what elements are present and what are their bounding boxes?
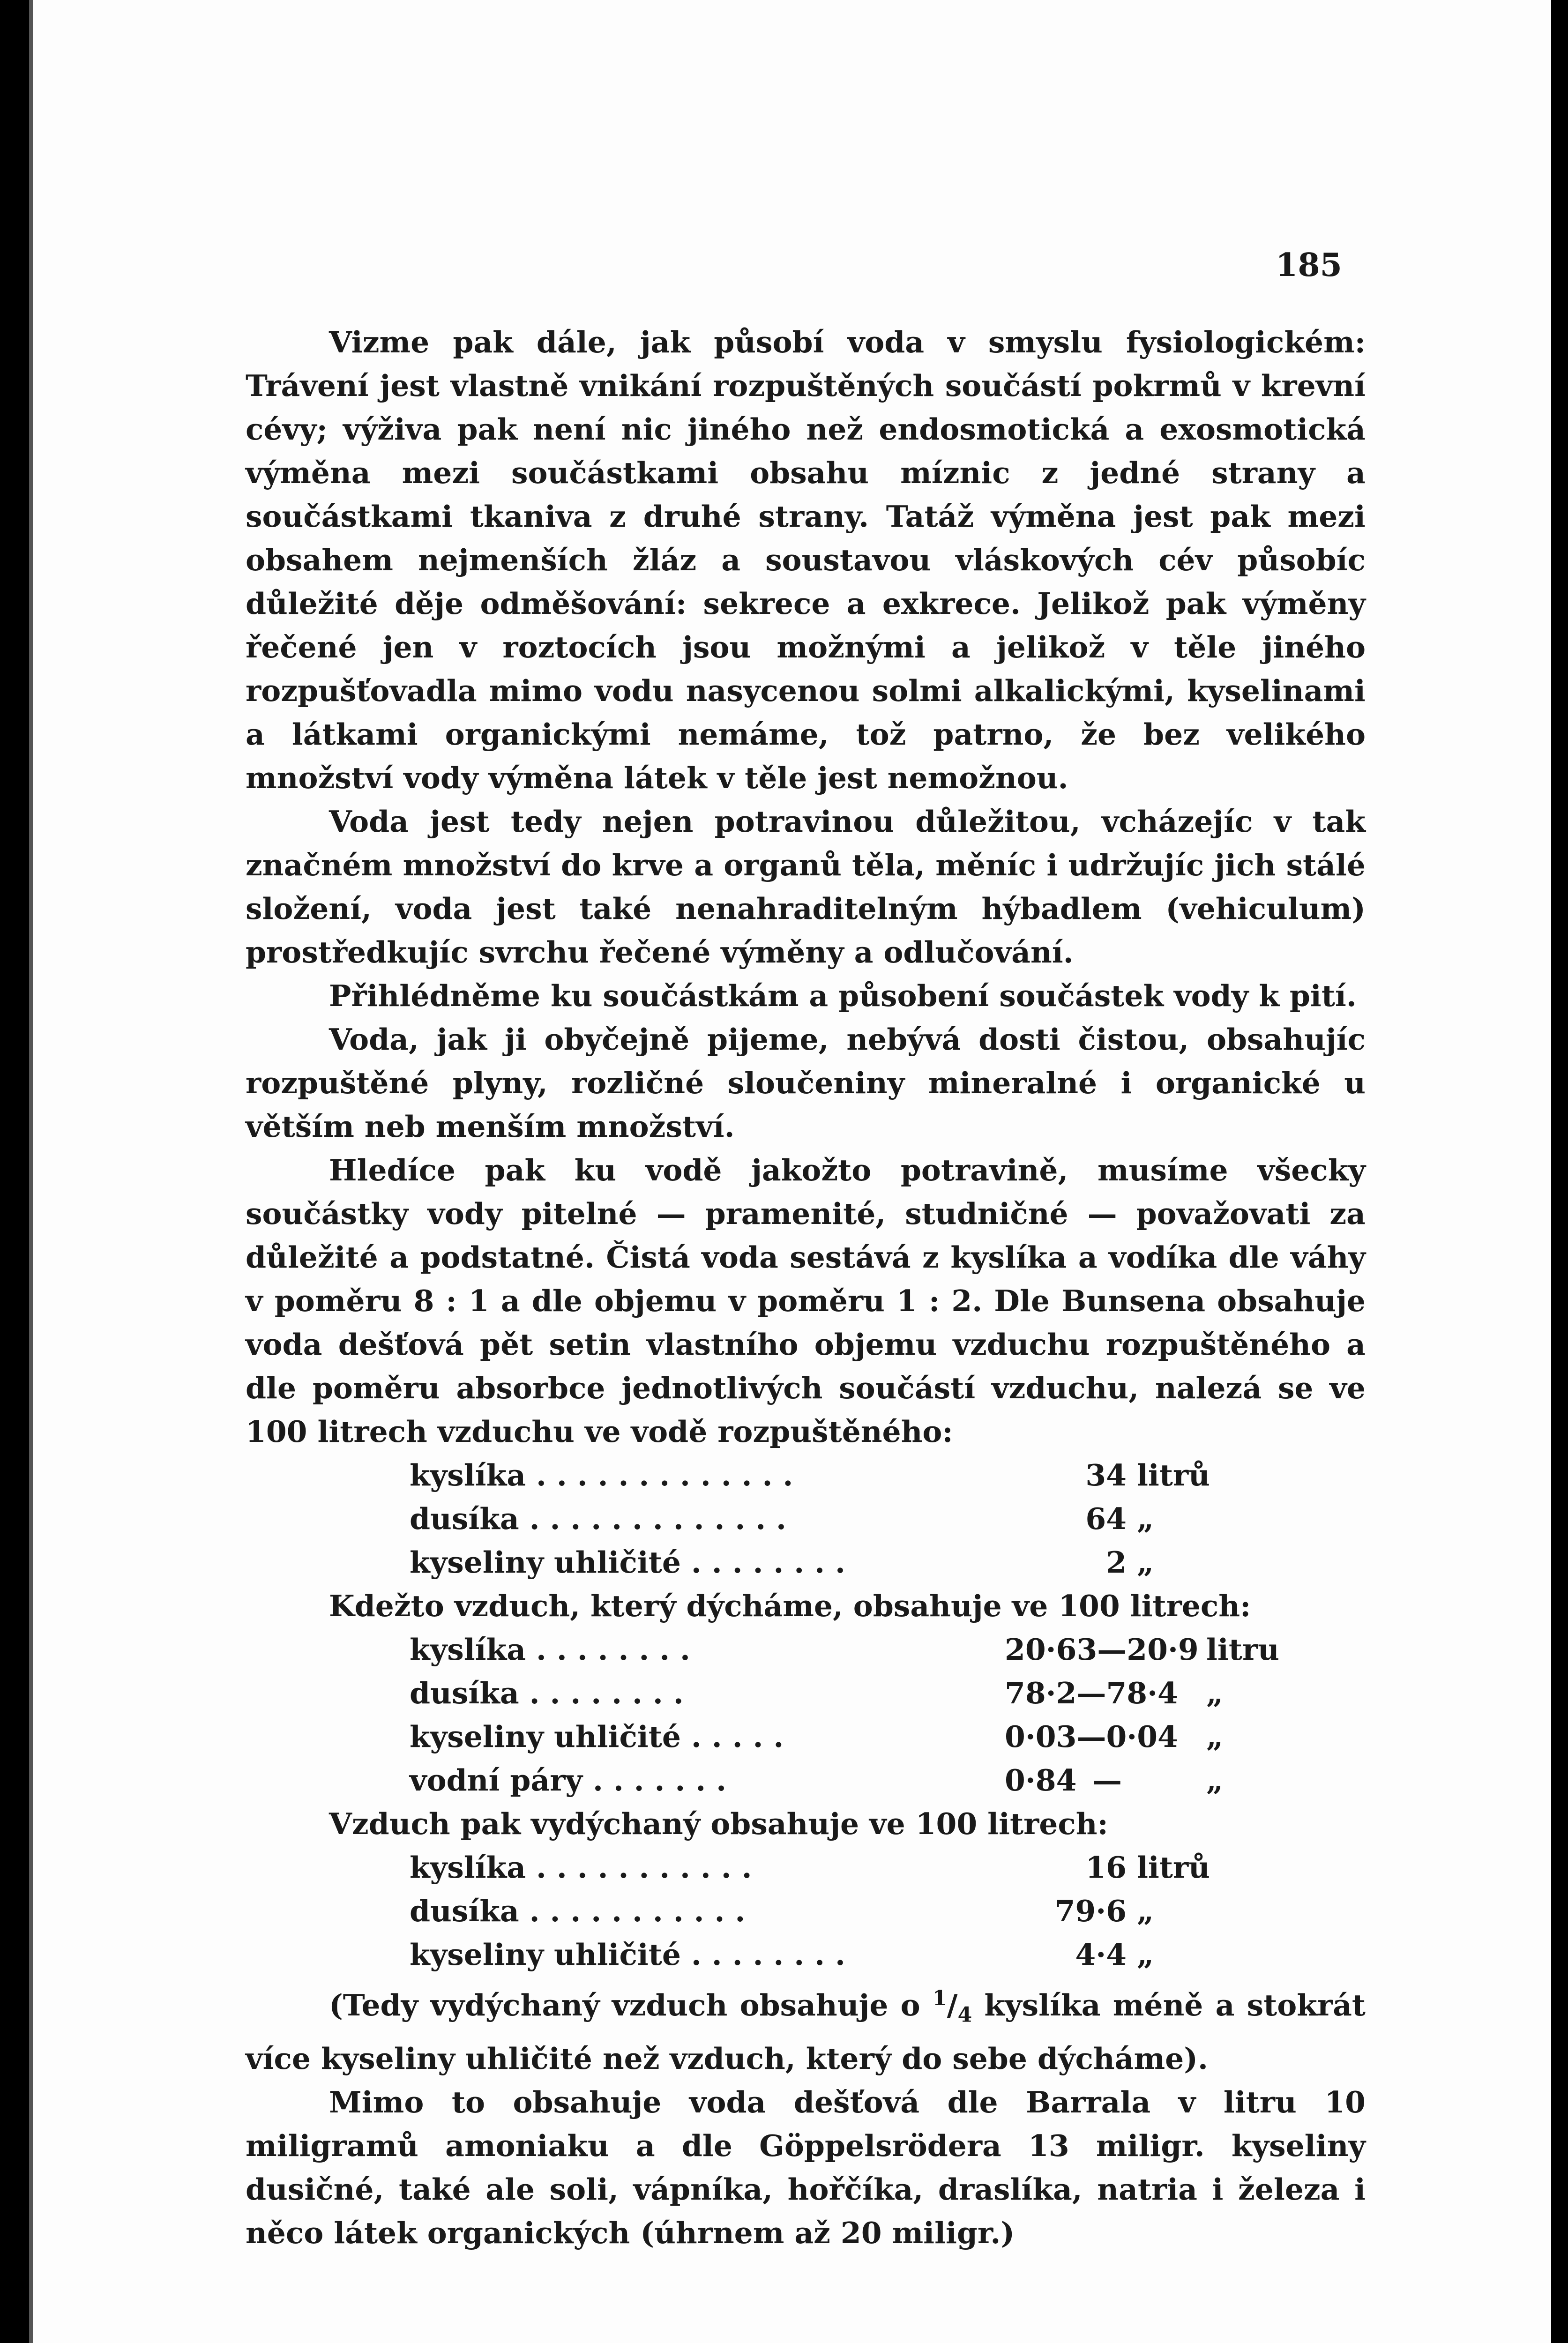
row-label: dusíka . . . . . . . . . . . . . — [410, 1501, 786, 1536]
note-text: kyslíka méně a stokrát více kyseliny uhličité než vzduch, který do sebe dýcháme). — [246, 1988, 1366, 2076]
row-label: vodní páry . . . . . . . — [410, 1763, 727, 1798]
row-unit: „ — [1206, 1676, 1224, 1710]
row-value: 4·4 — [1075, 1937, 1127, 1972]
table-row — [246, 1671, 1366, 1715]
row-label: dusíka . . . . . . . . . . . — [410, 1894, 746, 1928]
text-column — [246, 244, 1366, 2255]
note-text: (Tedy vydýchaný vzduch obsahuje o — [329, 1988, 933, 2022]
table-row — [246, 1889, 1366, 1933]
range-from: 78·2 — [1005, 1676, 1077, 1710]
range-from: 0·03 — [1005, 1719, 1077, 1754]
range-dash: — — [1076, 1676, 1106, 1710]
row-value: 79·6 — [1054, 1894, 1127, 1928]
exhaled-air-table — [246, 1846, 1366, 1977]
table-intro: Kdežto vzduch, který dýcháme, obsahuje ve 100 litrech: — [329, 1589, 1251, 1623]
row-value: 34 — [1085, 1458, 1127, 1492]
row-unit: „ — [1137, 1501, 1154, 1536]
page-number: 185 — [1276, 246, 1342, 284]
row-unit: „ — [1206, 1763, 1224, 1798]
row-value: 16 — [1085, 1850, 1127, 1885]
row-value: 64 — [1085, 1501, 1127, 1536]
row-label: kyslíka . . . . . . . . . . . — [410, 1850, 752, 1885]
fraction-denominator: 4 — [957, 2003, 972, 2027]
row-unit: litru — [1206, 1632, 1279, 1667]
row-label: kyslíka . . . . . . . . — [410, 1632, 690, 1667]
row-unit: „ — [1137, 1545, 1154, 1580]
range-dash: — — [1092, 1763, 1122, 1798]
paragraph: Vizme pak dále, jak působí voda v smyslu fysiologickém: Trávení jest vlastně vnikání rozpuštěných součástí pokrmů v krevní cévy; výživa pak není nic jiného než endosmotická a exosmotická výměna mezi součástkami obsahu míznic z jedné strany a součástkami tkaniva z druhé strany. Tatáž výměna jest pak mezi obsahem nejmenších žláz a soustavou vláskových cév působíc důležité děje odměšování: sekrece a exkrece. Jelikož pak výměny řečené jen v roztocích jsou možnými a jelikož v těle jiného rozpušťovadla mimo vodu nasycenou solmi alkalickými, kyselinami a látkami organickými nemáme, tož patrno, že bez velikého množství vody výměna látek v těle jest nemožnou. — [246, 325, 1366, 795]
paragraph: Mimo to obsahuje voda dešťová dle Barrala v litru 10 miligramů amoniaku a dle Göppelsrödera 13 miligr. kyseliny dusičné, také ale soli, vápníka, hořčíka, draslíka, natria i železa i něco látek organických (úhrnem až 20 miligr.) — [246, 2084, 1366, 2250]
paragraph: Hledíce pak ku vodě jakožto potravině, musíme všecky součástky vody pitelné — pramenité, studničné — považovati za důležité a podstatné. Čistá voda sestává z kyslíka a vodíka dle váhy v poměru 8 : 1 a dle objemu v poměru 1 : 2. Dle Bunsena obsahuje voda dešťová pět setin vlastního objemu vzduchu rozpuštěného a dle poměru absorbce jednotlivých součástí vzduchu, nalezá se ve 100 litrech vzduchu ve vodě rozpuštěného: — [246, 1153, 1366, 1449]
row-label: dusíka . . . . . . . . — [410, 1676, 684, 1710]
row-label: kyslíka . . . . . . . . . . . . . — [410, 1458, 793, 1492]
row-label: kyseliny uhličité . . . . . . . . — [410, 1545, 845, 1580]
range-from: 0·84 — [1005, 1763, 1077, 1798]
book-page — [29, 0, 1551, 2343]
note-paragraph — [246, 1977, 1366, 2081]
table-intro: Vzduch pak vydýchaný obsahuje ve 100 litrech: — [329, 1806, 1108, 1841]
row-unit: litrů — [1137, 1458, 1210, 1492]
paragraph: Voda jest tedy nejen potravinou důležitou, vcházejíc v tak značném množství do krve a organů těla, měníc i udržujíc jich stálé složení, voda jest také nenahraditelným hýbadlem (vehiculum) prostředkujíc svrchu řečené výměny a odlučování. — [246, 804, 1366, 970]
table-row — [246, 1759, 1366, 1802]
row-unit: „ — [1137, 1894, 1154, 1928]
table-row — [246, 1715, 1366, 1759]
table-row — [246, 1628, 1366, 1671]
rainwater-gas-table — [246, 1454, 1366, 1584]
range-from: 20·63 — [1005, 1632, 1098, 1667]
fraction-numerator: 1 — [932, 1986, 947, 2010]
range-dash: — — [1076, 1719, 1106, 1754]
row-unit: „ — [1206, 1719, 1224, 1754]
row-label: kyseliny uhličité . . . . . — [410, 1719, 784, 1754]
row-unit: litrů — [1137, 1850, 1210, 1885]
paragraph: Voda, jak ji obyčejně pijeme, nebývá dosti čistou, obsahujíc rozpuštěné plyny, rozličné sloučeniny mineralné i organické u větším neb menším množství. — [246, 1022, 1366, 1144]
row-label: kyseliny uhličité . . . . . . . . — [410, 1937, 845, 1972]
row-unit: „ — [1137, 1937, 1154, 1972]
row-value: 2 — [1106, 1545, 1127, 1580]
table-row — [246, 1933, 1366, 1977]
paragraph: Přihlédněme ku součástkám a působení součástek vody k pití. — [329, 978, 1357, 1013]
table-row — [246, 1541, 1366, 1584]
fraction-slash: / — [947, 1988, 958, 2022]
air-composition-table — [246, 1628, 1366, 1802]
range-to: 20·9 — [1127, 1632, 1199, 1667]
table-row — [246, 1846, 1366, 1889]
table-row — [246, 1454, 1366, 1497]
range-to: 78·4 — [1106, 1676, 1178, 1710]
table-row — [246, 1497, 1366, 1541]
range-to: 0·04 — [1106, 1719, 1178, 1754]
range-dash: — — [1097, 1632, 1127, 1667]
